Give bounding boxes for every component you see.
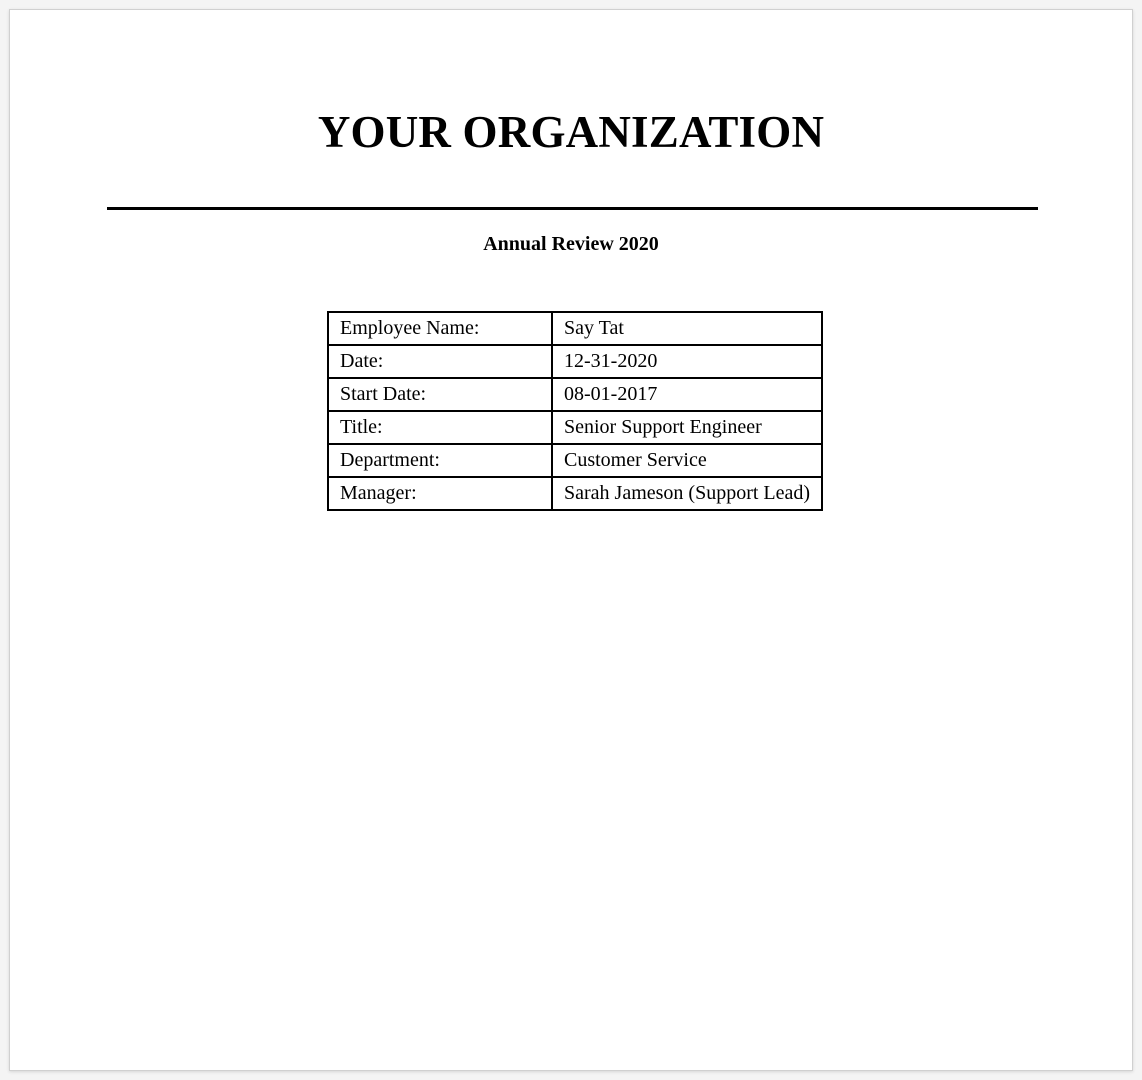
date-value: 12-31-2020 xyxy=(552,345,822,378)
title-value: Senior Support Engineer xyxy=(552,411,822,444)
department-value: Customer Service xyxy=(552,444,822,477)
manager-label: Manager: xyxy=(328,477,552,510)
manager-value: Sarah Jameson (Support Lead) xyxy=(552,477,822,510)
organization-title: YOUR ORGANIZATION xyxy=(317,107,825,157)
table-row xyxy=(328,411,822,444)
start-date-value: 08-01-2017 xyxy=(552,378,822,411)
employee-name-value: Say Tat xyxy=(552,312,822,345)
employee-info-table xyxy=(327,311,823,511)
table-row xyxy=(328,378,822,411)
table-row xyxy=(328,345,822,378)
date-label: Date: xyxy=(328,345,552,378)
review-subtitle: Annual Review 2020 xyxy=(483,233,659,255)
title-label: Title: xyxy=(328,411,552,444)
table-row xyxy=(328,312,822,345)
document-page xyxy=(9,9,1133,1071)
start-date-label: Start Date: xyxy=(328,378,552,411)
employee-name-label: Employee Name: xyxy=(328,312,552,345)
table-row xyxy=(328,477,822,510)
department-label: Department: xyxy=(328,444,552,477)
table-row xyxy=(328,444,822,477)
header-divider xyxy=(107,207,1038,210)
